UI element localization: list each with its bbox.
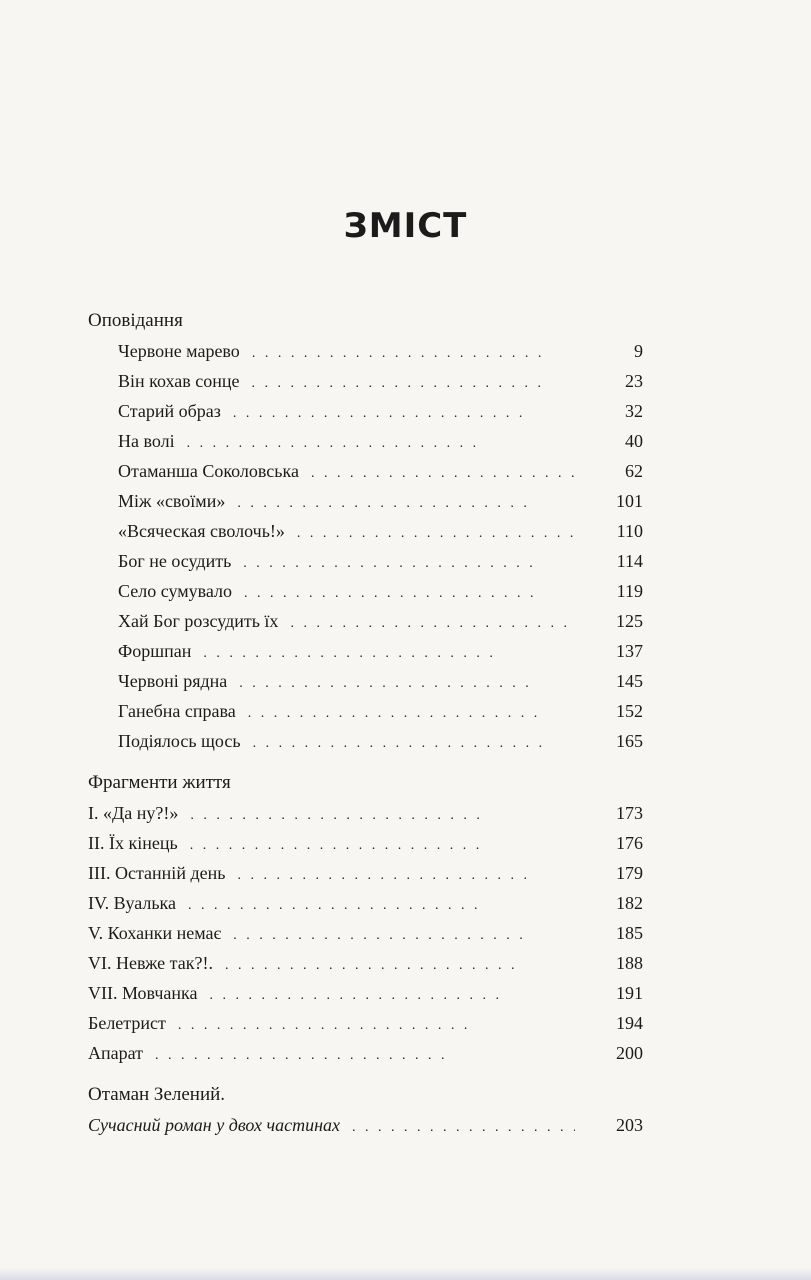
entry-page-number: 191 <box>616 983 643 1003</box>
entry-title: Подіялось щось <box>118 731 241 751</box>
section-heading-opovidannia: Оповідання <box>88 310 183 331</box>
dot-leader <box>190 831 480 861</box>
toc-entry[interactable] <box>88 456 643 486</box>
dot-leader <box>210 981 500 1011</box>
entry-page-number: 194 <box>616 1013 643 1033</box>
entry-title: Форшпан <box>118 641 192 661</box>
toc-entry[interactable] <box>88 546 643 576</box>
entry-title: Село сумувало <box>118 581 232 601</box>
entry-title: Белетрист <box>88 1013 166 1033</box>
toc-entry[interactable] <box>88 576 643 606</box>
entry-title: II. Їх кінець <box>88 833 178 853</box>
entry-title: Червоне марево <box>118 341 240 361</box>
toc-entry[interactable] <box>88 636 643 666</box>
toc-entry[interactable] <box>88 336 643 366</box>
entry-page-number: 185 <box>616 923 643 943</box>
dot-leader <box>237 861 527 891</box>
entry-title: Хай Бог розсудить їх <box>118 611 279 631</box>
toc-entry[interactable] <box>88 888 643 918</box>
dot-leader <box>252 339 542 369</box>
entry-title: Червоні рядна <box>118 671 228 691</box>
dot-leader <box>311 459 575 489</box>
dot-leader <box>225 951 515 981</box>
dot-leader <box>190 801 480 831</box>
dot-leader <box>203 639 493 669</box>
entry-page-number: 200 <box>616 1043 643 1063</box>
entry-title: Між «своїми» <box>118 491 226 511</box>
toc-entry[interactable] <box>88 1110 643 1140</box>
entry-page-number: 179 <box>616 863 643 883</box>
entry-title: Отаманша Соколовська <box>118 461 299 481</box>
toc-entry[interactable] <box>88 696 643 726</box>
toc-entry[interactable] <box>88 426 643 456</box>
entry-title: Він кохав сонце <box>118 371 240 391</box>
toc-entry[interactable] <box>88 486 643 516</box>
section-heading-otaman-zelenyi: Отаман Зелений. <box>88 1084 226 1105</box>
entry-page-number: 62 <box>625 461 643 481</box>
toc-entry[interactable] <box>88 978 643 1008</box>
toc-entry[interactable] <box>88 726 643 756</box>
entry-title: III. Останній день <box>88 863 226 883</box>
page-bottom-edge <box>0 1268 811 1280</box>
entry-page-number: 114 <box>616 551 643 571</box>
toc-entry[interactable] <box>88 396 643 426</box>
dot-leader <box>155 1041 445 1071</box>
dot-leader <box>243 549 533 579</box>
dot-leader <box>239 669 529 699</box>
dot-leader <box>297 519 575 549</box>
entry-page-number: 203 <box>616 1115 643 1135</box>
entry-title: Бог не осудить <box>118 551 232 571</box>
toc-entry[interactable] <box>88 1008 643 1038</box>
toc-entry[interactable] <box>88 1038 643 1068</box>
entry-title: VI. Невже так?!. <box>88 953 213 973</box>
entry-page-number: 40 <box>625 431 643 451</box>
entry-title: «Всяческая сволочь!» <box>118 521 285 541</box>
dot-leader <box>253 729 543 759</box>
toc-entry[interactable] <box>88 366 643 396</box>
entry-title: На волі <box>118 431 175 451</box>
toc-entry[interactable] <box>88 918 643 948</box>
entry-page-number: 173 <box>616 803 643 823</box>
entry-page-number: 145 <box>616 671 643 691</box>
entry-page-number: 32 <box>625 401 643 421</box>
dot-leader <box>248 699 538 729</box>
entry-page-number: 165 <box>616 731 643 751</box>
entry-page-number: 9 <box>634 341 643 361</box>
entry-page-number: 119 <box>616 581 643 601</box>
toc-entry[interactable] <box>88 666 643 696</box>
entry-page-number: 110 <box>616 521 643 541</box>
entry-title: VII. Мовчанка <box>88 983 198 1003</box>
table-of-contents <box>88 306 643 1140</box>
entry-title: V. Коханки немає <box>88 923 222 943</box>
dot-leader <box>188 891 478 921</box>
toc-entry[interactable] <box>88 606 643 636</box>
entry-title: Ганебна справа <box>118 701 236 721</box>
toc-entry[interactable] <box>88 948 643 978</box>
dot-leader <box>233 399 523 429</box>
toc-entry[interactable] <box>88 858 643 888</box>
page-title: ЗМІСТ <box>343 206 468 246</box>
entry-title: IV. Вуалька <box>88 893 177 913</box>
section-heading-fragmenty-zhyttia: Фрагменти життя <box>88 772 231 793</box>
dot-leader <box>237 489 527 519</box>
entry-page-number: 152 <box>616 701 643 721</box>
entry-page-number: 137 <box>616 641 643 661</box>
dot-leader <box>352 1113 575 1143</box>
entry-page-number: 125 <box>616 611 643 631</box>
toc-entry[interactable] <box>88 828 643 858</box>
dot-leader <box>252 369 542 399</box>
toc-entry[interactable] <box>88 516 643 546</box>
dot-leader <box>187 429 477 459</box>
dot-leader <box>233 921 523 951</box>
entry-title: Сучасний роман у двох частинах <box>88 1115 341 1135</box>
toc-entry[interactable] <box>88 798 643 828</box>
dot-leader <box>244 579 534 609</box>
entry-page-number: 101 <box>616 491 643 511</box>
entry-page-number: 188 <box>616 953 643 973</box>
dot-leader <box>178 1011 468 1041</box>
entry-title: Старий образ <box>118 401 221 421</box>
entry-page-number: 182 <box>616 893 643 913</box>
entry-title: I. «Да ну?!» <box>88 803 179 823</box>
dot-leader <box>290 609 575 639</box>
entry-title: Апарат <box>88 1043 144 1063</box>
entry-page-number: 23 <box>625 371 643 391</box>
entry-page-number: 176 <box>616 833 643 853</box>
